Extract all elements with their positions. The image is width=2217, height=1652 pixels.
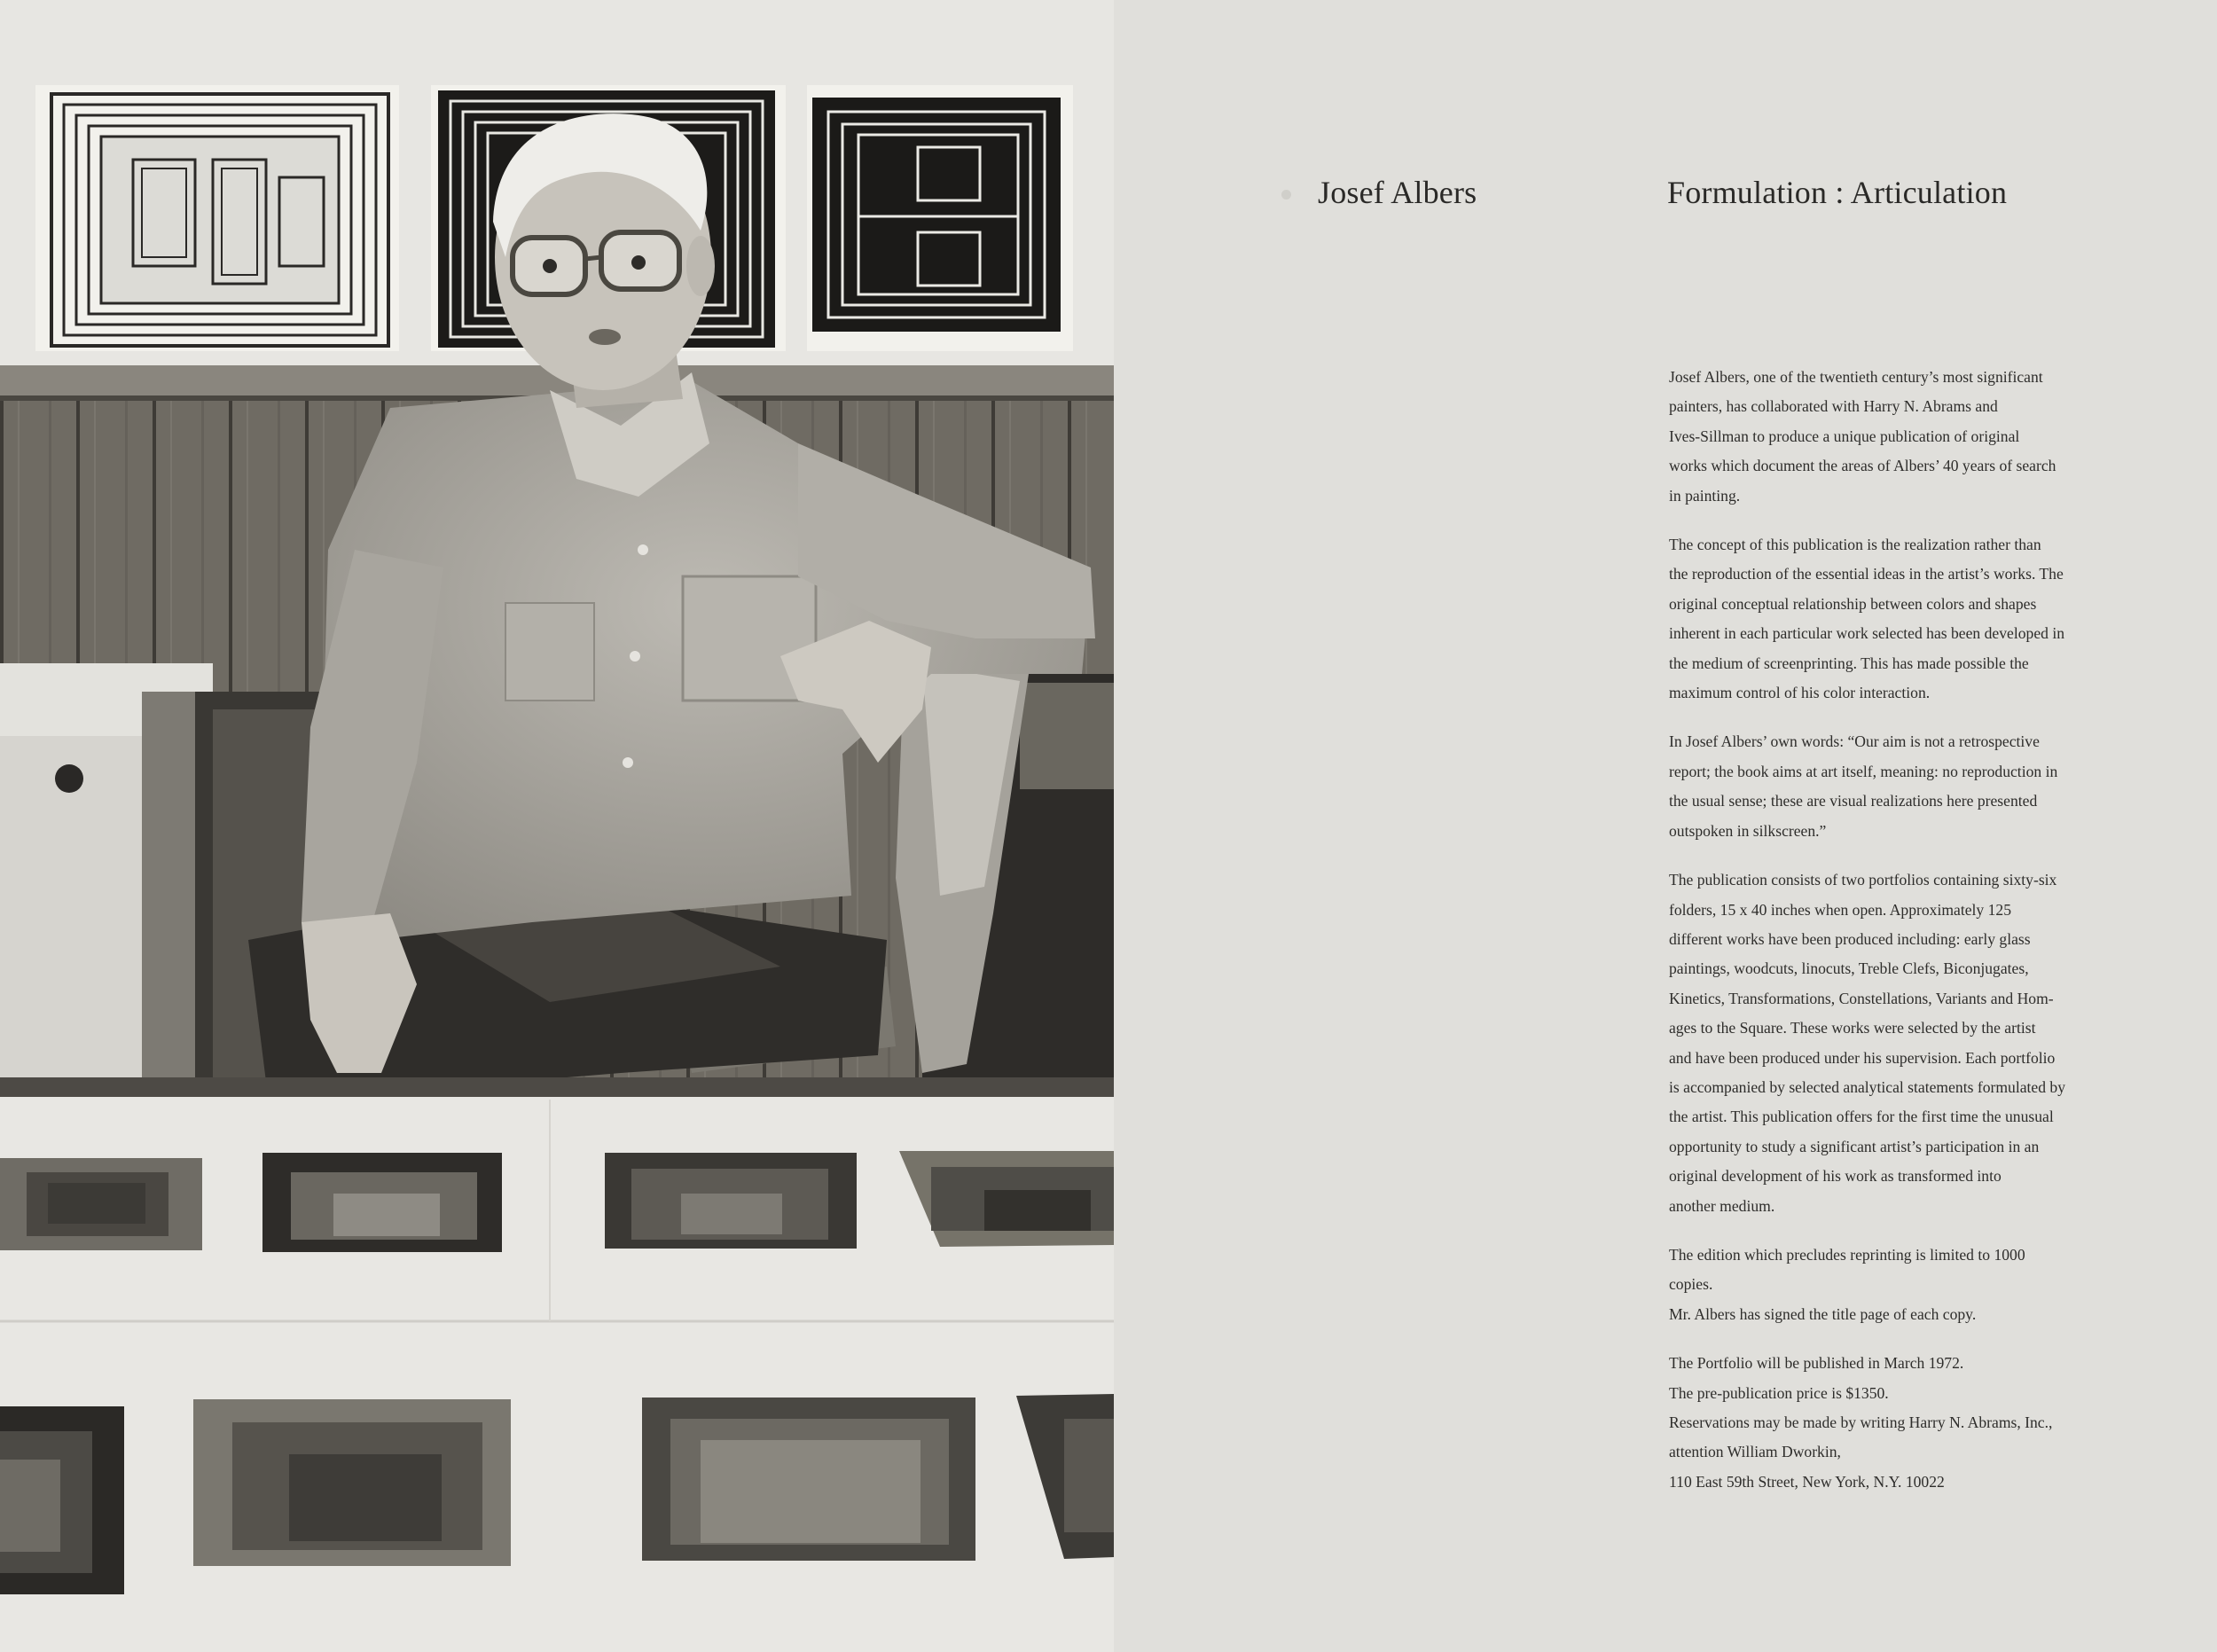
text-line: paintings, woodcuts, linocuts, Treble Clefs, Biconjugates, [1669, 959, 2029, 978]
text-line: Ives-Sillman to produce a unique publication of original [1669, 427, 2020, 445]
bullet-dot-icon [1281, 190, 1291, 200]
paragraph [1669, 727, 2130, 846]
paragraph [1669, 1349, 2130, 1497]
artwork-1 [35, 85, 399, 351]
paragraph [1669, 865, 2130, 1221]
text-line: The concept of this publication is the realization rather than [1669, 536, 2041, 554]
text-line: painters, has collaborated with Harry N. Abrams and [1669, 397, 1998, 416]
text-line: The publication consists of two portfolios containing sixty-six [1669, 871, 2057, 889]
text-line: the reproduction of the essential ideas in the artist’s works. The [1669, 565, 2064, 583]
text-line: the usual sense; these are visual realizations here presented [1669, 792, 2038, 810]
author-name: Josef Albers [1318, 175, 1477, 210]
text-line: outspoken in silkscreen.” [1669, 821, 1827, 840]
text-line: In Josef Albers’ own words: “Our aim is not a retrospective [1669, 732, 2040, 751]
text-line: The Portfolio will be published in March 1972. [1669, 1354, 1964, 1373]
text-line: maximum control of his color interaction. [1669, 684, 1931, 702]
text-line: The edition which precludes reprinting is limited to 1000 [1669, 1245, 2025, 1264]
text-line: different works have been produced including: early glass [1669, 929, 2031, 948]
text-line: is accompanied by selected analytical statements formulated by [1669, 1077, 2066, 1096]
text-line: Josef Albers, one of the twentieth century’s most significant [1669, 368, 2043, 386]
text-line: works which document the areas of Albers’ 40 years of search [1669, 457, 2056, 475]
text-line: copies. [1669, 1275, 1713, 1294]
text-line: another medium. [1669, 1196, 1775, 1215]
text-line: 110 East 59th Street, New York, N.Y. 10022 [1669, 1472, 1945, 1491]
text-line: the medium of screenprinting. This has made possible the [1669, 654, 2029, 672]
text-line: Reservations may be made by writing Harry N. Abrams, Inc., [1669, 1413, 2053, 1431]
text-line: original development of his work as transformed into [1669, 1167, 2002, 1186]
artwork-3 [807, 85, 1073, 351]
text-line: ages to the Square. These works were selected by the artist [1669, 1019, 2036, 1037]
text-line: opportunity to study a significant artist’s participation in an [1669, 1137, 2040, 1155]
text-line: Kinetics, Transformations, Constellations, Variants and Hom- [1669, 989, 2054, 1007]
text-line: the artist. This publication offers for the first time the unusual [1669, 1108, 2054, 1126]
text-line: and have been produced under his supervision. Each portfolio [1669, 1048, 2056, 1067]
text-line: The pre-publication price is $1350. [1669, 1383, 1889, 1402]
text-line: Mr. Albers has signed the title page of each copy. [1669, 1304, 1977, 1323]
paragraph [1669, 363, 2130, 511]
text-line: folders, 15 x 40 inches when open. Approximately 125 [1669, 900, 2012, 919]
paragraph [1669, 530, 2130, 708]
paragraph [1669, 1241, 2130, 1329]
text-line: inherent in each particular work selected has been developed in [1669, 624, 2065, 643]
text-line: attention William Dworkin, [1669, 1443, 1841, 1461]
text-line: original conceptual relationship between colors and shapes [1669, 594, 2037, 613]
text-line: report; the book aims at art itself, meaning: no reproduction in [1669, 762, 2058, 780]
text-line: in painting. [1669, 486, 1741, 505]
document-title: Formulation : Articulation [1667, 175, 2008, 210]
body-text [1669, 363, 2130, 1516]
